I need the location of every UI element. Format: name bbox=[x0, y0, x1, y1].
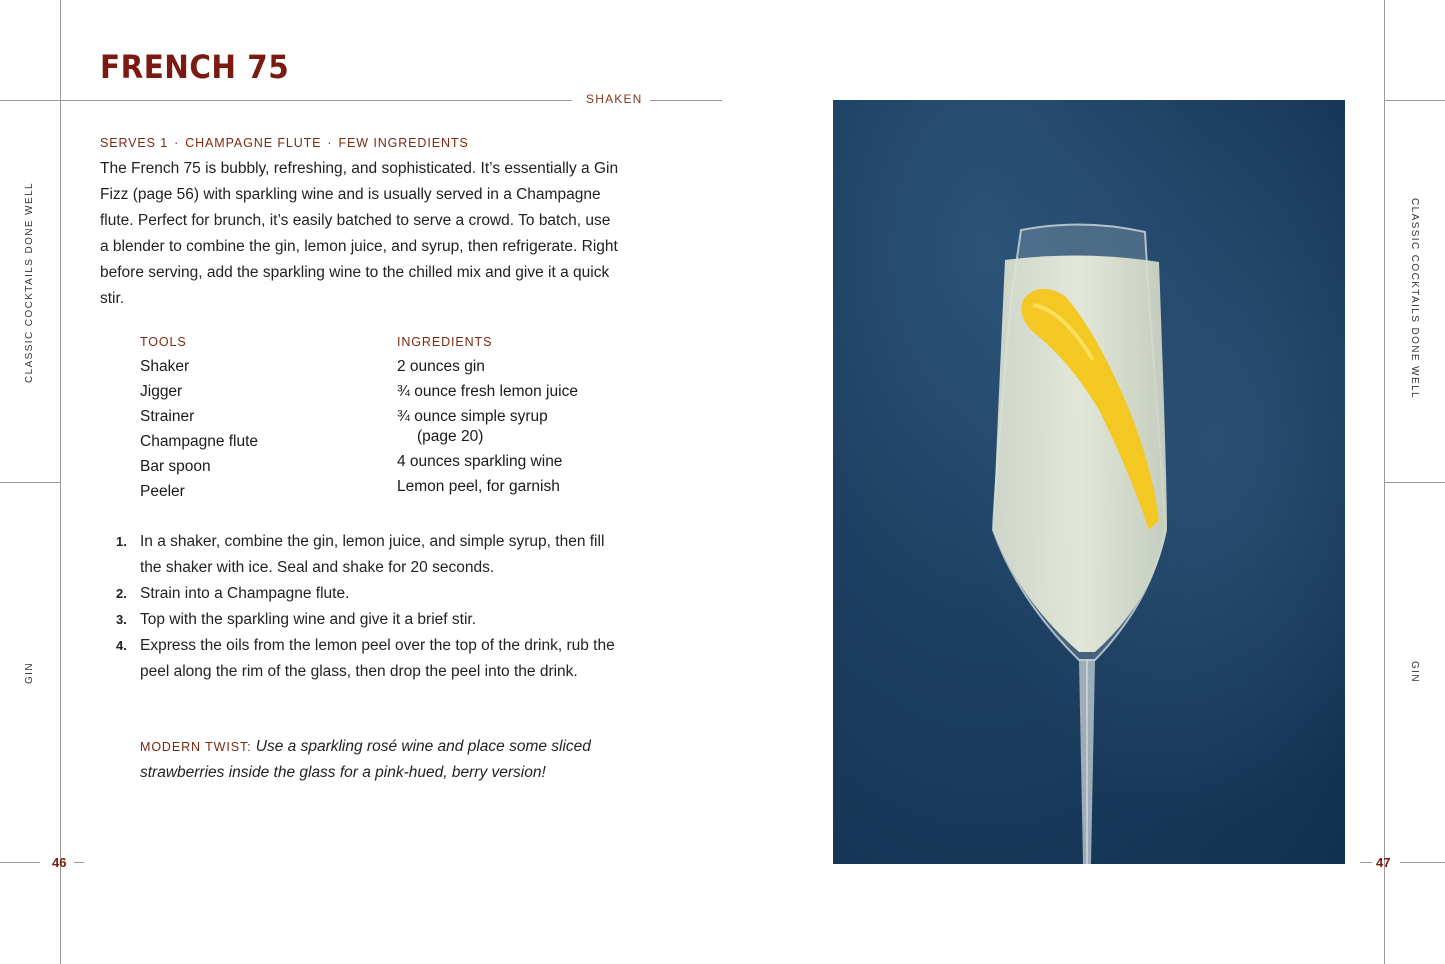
step-number: 4. bbox=[116, 638, 127, 653]
meta-glass: CHAMPAGNE FLUTE bbox=[185, 136, 322, 150]
ingredient-item: 2 ounces gin bbox=[397, 357, 485, 375]
step-number: 3. bbox=[116, 612, 127, 627]
meta-serves: SERVES 1 bbox=[100, 136, 169, 150]
right-margin-book-title: CLASSIC COCKTAILS DONE WELL bbox=[1409, 198, 1420, 399]
meta-separator: · bbox=[327, 136, 333, 150]
right-page-number: 47 bbox=[1376, 855, 1391, 870]
ingredient-item: ¾ ounce simple syrup (page 20) bbox=[397, 404, 578, 449]
section-label: SHAKEN bbox=[586, 92, 643, 106]
left-margin-chapter: GIN bbox=[24, 662, 35, 684]
tool-item: Shaker bbox=[140, 358, 190, 375]
ingredient-continuation: (page 20) bbox=[417, 427, 484, 445]
recipe-intro: The French 75 is bubbly, refreshing, and sophisticated. It’s essentially a Gin Fizz (page 56) with sparkling wine and is usually served in a Champagne flute. Perfect for brunch, it’s easily batched to serve a crowd. To batch, use a blender to combine the gin, lemon juice, and syrup, then refrigerate. Right before serving, add the sparkling wine to the chilled mix and give it a quick stir. bbox=[100, 160, 619, 307]
right-footer-rule-start bbox=[1360, 862, 1372, 863]
ingredient-item: Lemon peel, for garnish bbox=[397, 477, 560, 495]
left-margin-book-title: CLASSIC COCKTAILS DONE WELL bbox=[24, 182, 35, 383]
meta-difficulty: FEW INGREDIENTS bbox=[338, 136, 469, 150]
left-margin-rule bbox=[60, 0, 61, 964]
tools-heading: TOOLS bbox=[140, 335, 187, 349]
tool-item: Peeler bbox=[140, 483, 185, 500]
tool-item: Strainer bbox=[140, 408, 195, 425]
right-mid-rule bbox=[1384, 482, 1445, 483]
modern-twist-text: Use a sparkling rosé wine and place some sliced strawberries inside the glass for a pink-hued, berry version! bbox=[140, 738, 591, 781]
ingredient-item: ¾ ounce fresh lemon juice bbox=[397, 382, 578, 400]
modern-twist bbox=[140, 734, 620, 786]
left-header-rule-end bbox=[650, 100, 722, 101]
right-header-rule bbox=[1384, 100, 1445, 101]
meta-separator: · bbox=[174, 136, 180, 150]
left-mid-rule bbox=[0, 482, 60, 483]
instruction-step: 2. Strain into a Champagne flute. bbox=[116, 581, 626, 607]
ingredients-list bbox=[397, 354, 578, 499]
cocktail-photo bbox=[833, 100, 1345, 864]
instruction-step: 4. Express the oils from the lemon peel over the top of the drink, rub the peel along the rim of the glass, then drop the peel into the drink. bbox=[116, 633, 626, 685]
right-footer-rule bbox=[1400, 862, 1445, 863]
instruction-step: 1. In a shaker, combine the gin, lemon juice, and simple syrup, then fill the shaker with ice. Seal and shake for 20 seconds. bbox=[116, 529, 626, 581]
left-footer-rule bbox=[0, 862, 40, 863]
instructions-list bbox=[116, 529, 626, 685]
instruction-step: 3. Top with the sparkling wine and give it a brief stir. bbox=[116, 607, 626, 633]
left-header-rule bbox=[0, 100, 572, 101]
tool-item: Jigger bbox=[140, 383, 183, 400]
tool-item: Champagne flute bbox=[140, 433, 259, 450]
modern-twist-label: MODERN TWIST: bbox=[140, 740, 252, 754]
tools-list bbox=[140, 354, 258, 504]
ingredients-heading: INGREDIENTS bbox=[397, 335, 493, 349]
recipe-title: FRENCH 75 bbox=[100, 48, 290, 86]
ingredient-item: 4 ounces sparkling wine bbox=[397, 452, 563, 470]
left-page-number: 46 bbox=[52, 855, 67, 870]
right-margin-chapter: GIN bbox=[1409, 661, 1420, 683]
left-footer-rule-end bbox=[74, 862, 84, 863]
recipe-meta bbox=[100, 136, 469, 150]
tool-item: Bar spoon bbox=[140, 458, 211, 475]
step-number: 2. bbox=[116, 586, 127, 601]
champagne-flute-illustration bbox=[833, 100, 1345, 864]
step-number: 1. bbox=[116, 534, 127, 549]
